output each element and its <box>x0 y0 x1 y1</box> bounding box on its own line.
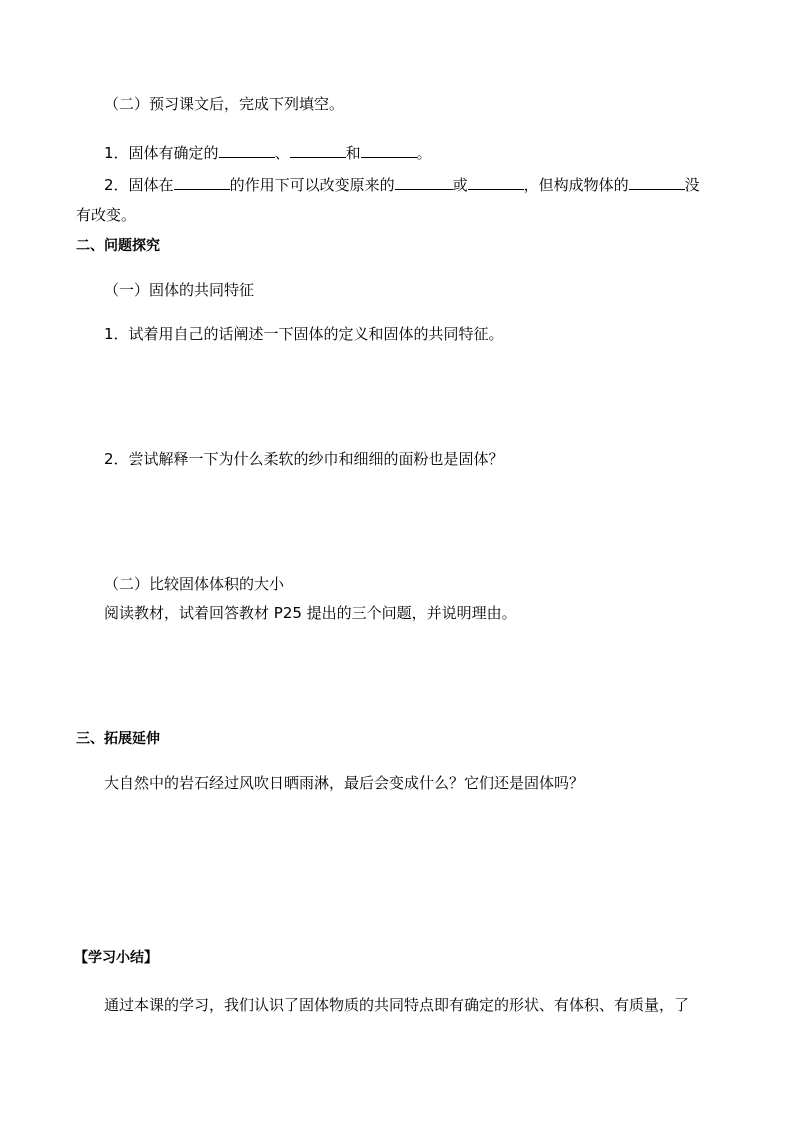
section-2-title: 二、问题探究 <box>76 238 160 254</box>
answer-blank[interactable] <box>290 142 346 158</box>
fill-question-2: 2．固体在 的作用下可以改变原来的 或 ，但构成物体的 没 <box>104 176 700 194</box>
question-number: 2． <box>104 176 129 194</box>
summary-title: 【学习小结】 <box>74 950 158 966</box>
question-number: 1． <box>104 144 129 162</box>
answer-blank[interactable] <box>395 174 453 190</box>
answer-blank[interactable] <box>174 174 230 190</box>
subsection-compare-volume: （二）比较固体体积的大小 <box>104 575 285 593</box>
extension-question: 大自然中的岩石经过风吹日晒雨淋，最后会变成什么？它们还是固体吗？ <box>104 774 585 792</box>
reading-task: 阅读教材，试着回答教材 P25 提出的三个问题，并说明理由。 <box>104 604 517 622</box>
answer-blank[interactable] <box>219 142 275 158</box>
summary-text: 通过本课的学习，我们认识了固体物质的共同特点即有确定的形状、有体积、有质量，了 <box>104 996 690 1014</box>
fill-question-1: 1．固体有确定的 、 和 。 <box>104 144 432 162</box>
fill-question-2-continuation: 有改变。 <box>76 206 137 224</box>
preview-heading: （二）预习课文后，完成下列填空。 <box>104 95 345 113</box>
answer-blank[interactable] <box>361 142 417 158</box>
question-soft-solids: 2．尝试解释一下为什么柔软的纱巾和细细的面粉也是固体？ <box>104 450 504 468</box>
answer-blank[interactable] <box>468 174 524 190</box>
subsection-common-features: （一）固体的共同特征 <box>104 281 255 299</box>
section-3-title: 三、拓展延伸 <box>76 731 160 747</box>
question-define-solid: 1．试着用自己的话阐述一下固体的定义和固体的共同特征。 <box>104 325 504 343</box>
answer-blank[interactable] <box>629 174 685 190</box>
